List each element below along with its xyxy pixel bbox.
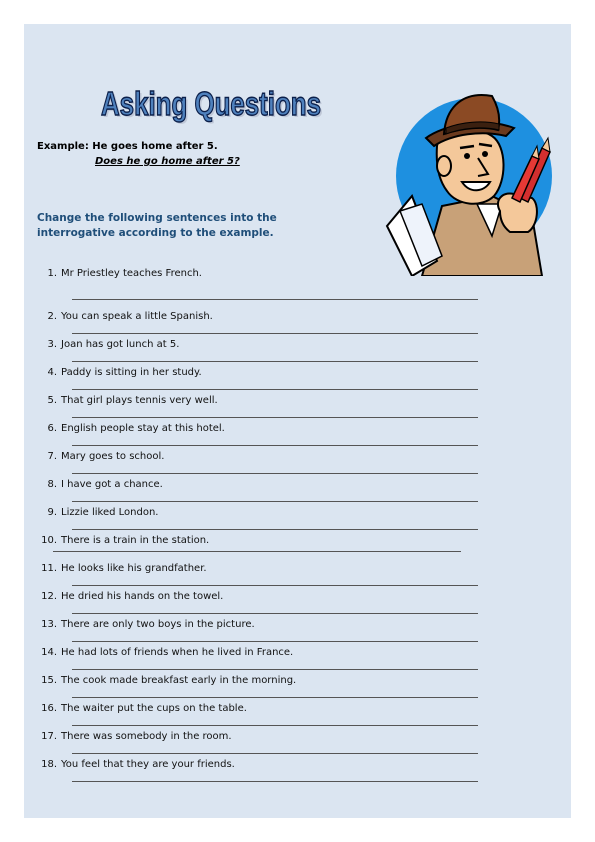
exercise-sentence: The waiter put the cups on the table. [61, 703, 247, 714]
answer-line[interactable] [72, 697, 478, 698]
exercise-item [37, 395, 218, 406]
exercise-item [37, 703, 247, 714]
exercise-sentence: Joan has got lunch at 5. [61, 339, 180, 350]
answer-line[interactable] [72, 299, 478, 300]
exercise-sentence: You can speak a little Spanish. [61, 311, 213, 322]
exercise-number: 3. [47, 339, 57, 350]
exercise-number: 7. [47, 451, 57, 462]
exercise-number: 5. [47, 395, 57, 406]
exercise-sentence: I have got a chance. [61, 479, 163, 490]
exercise-sentence: Lizzie liked London. [61, 507, 159, 518]
answer-line[interactable] [72, 753, 478, 754]
exercise-number: 17. [41, 731, 57, 742]
answer-line[interactable] [53, 551, 461, 552]
exercise-sentence: English people stay at this hotel. [61, 423, 225, 434]
exercise-number: 18. [41, 759, 57, 770]
exercise-item [37, 339, 179, 350]
answer-line[interactable] [72, 389, 478, 390]
answer-line[interactable] [72, 585, 478, 586]
svg-text:Asking Questions: Asking Questions [103, 87, 323, 124]
exercise-sentence: There are only two boys in the picture. [61, 619, 255, 630]
exercise-item [37, 619, 255, 630]
exercise-sentence: He looks like his grandfather. [61, 563, 207, 574]
exercise-sentence: He had lots of friends when he lived in France. [61, 647, 294, 658]
exercise-number: 8. [47, 479, 57, 490]
answer-line[interactable] [72, 445, 478, 446]
answer-line[interactable] [72, 417, 478, 418]
answer-line[interactable] [72, 669, 478, 670]
exercise-number: 14. [41, 647, 57, 658]
exercise-sentence: Mr Priestley teaches French. [61, 268, 202, 279]
exercise-sentence: That girl plays tennis very well. [61, 395, 218, 406]
answer-line[interactable] [72, 613, 478, 614]
exercise-item [37, 479, 163, 490]
exercise-sentence: The cook made breakfast early in the morning. [61, 675, 297, 686]
exercise-sentence: There was somebody in the room. [61, 731, 232, 742]
exercise-number: 13. [41, 619, 57, 630]
exercise-sentence: Mary goes to school. [61, 451, 165, 462]
answer-line[interactable] [72, 529, 478, 530]
exercise-item [37, 451, 164, 462]
example-answer: Does he go home after 5? [95, 156, 240, 167]
exercise-sentence: You feel that they are your friends. [61, 759, 235, 770]
exercise-item [37, 563, 207, 574]
exercise-number: 6. [47, 423, 57, 434]
exercise-sentence: He dried his hands on the towel. [61, 591, 224, 602]
exercise-item [37, 367, 202, 378]
exercise-number: 9. [47, 507, 57, 518]
answer-line[interactable] [72, 501, 478, 502]
exercise-number: 15. [41, 675, 57, 686]
exercise-item [37, 591, 223, 602]
exercise-number: 4. [47, 367, 57, 378]
exercise-sentence: Paddy is sitting in her study. [61, 367, 202, 378]
exercise-item [37, 507, 158, 518]
exercise-item [37, 311, 213, 322]
exercise-item [37, 647, 293, 658]
answer-line[interactable] [72, 361, 478, 362]
exercise-number: 12. [41, 591, 57, 602]
exercise-number: 16. [41, 703, 57, 714]
exercise-sentence: There is a train in the station. [61, 535, 210, 546]
exercise-item [37, 731, 232, 742]
exercise-number: 11. [41, 563, 57, 574]
exercise-item [37, 675, 296, 686]
answer-line[interactable] [72, 473, 478, 474]
answer-line[interactable] [72, 725, 478, 726]
exercise-item [37, 268, 202, 279]
exercise-number: 2. [47, 311, 57, 322]
exercise-item [37, 535, 209, 546]
exercise-item [37, 759, 235, 770]
example-statement: Example: He goes home after 5. [37, 141, 218, 152]
title-text: Asking Questions [101, 85, 321, 122]
exercise-item [37, 423, 225, 434]
exercise-number: 1. [47, 268, 57, 279]
exercise-number: 10. [41, 535, 57, 546]
answer-line[interactable] [72, 333, 478, 334]
answer-line[interactable] [72, 781, 478, 782]
instruction-text: Change the following sentences into the interrogative according to the example. [37, 212, 277, 239]
answer-line[interactable] [72, 641, 478, 642]
